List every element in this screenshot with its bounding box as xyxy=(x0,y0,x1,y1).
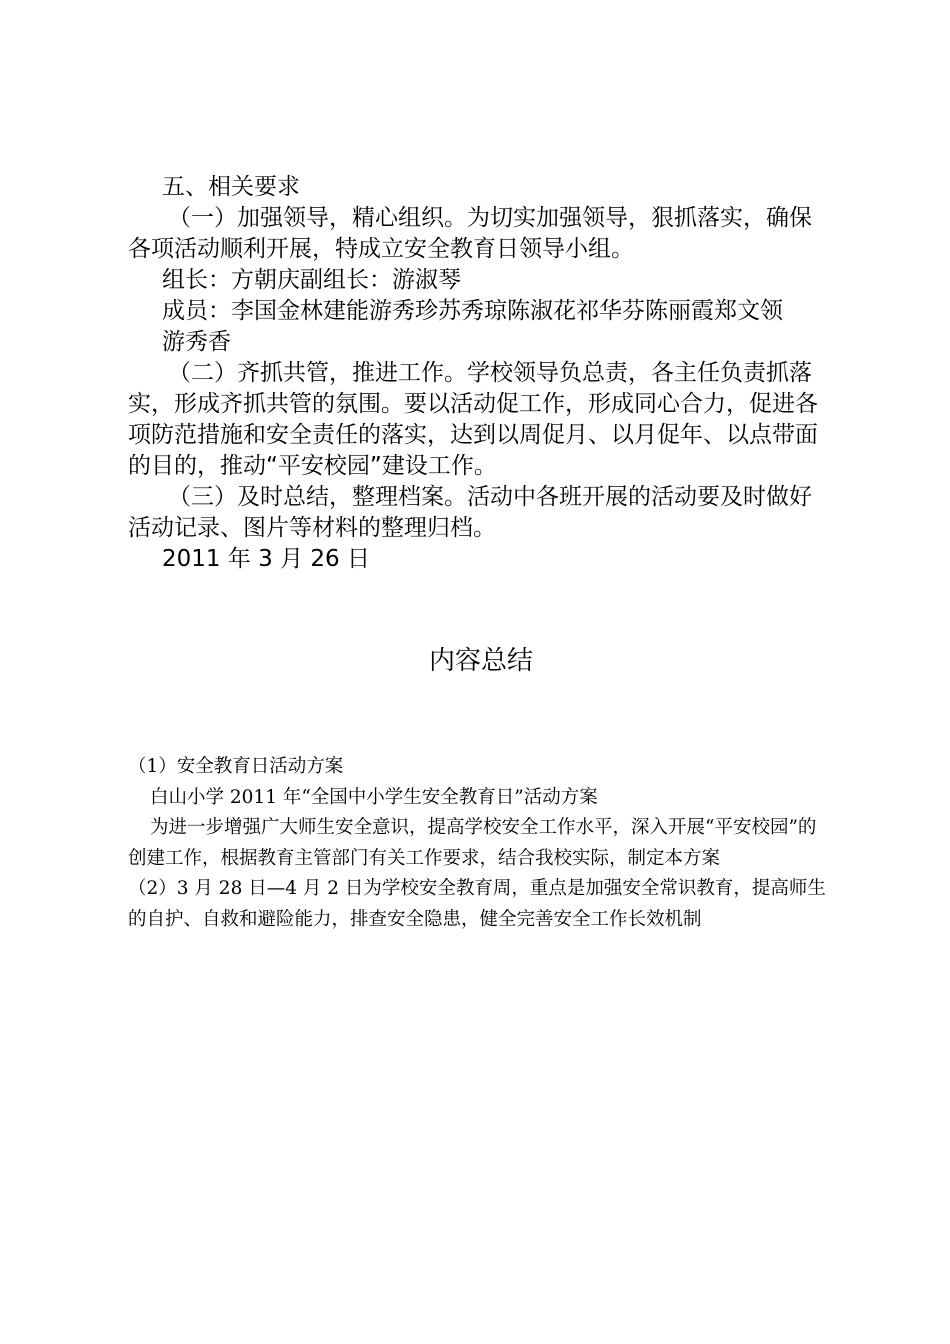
summary-paragraph-4: （2）3 月 28 日—4 月 2 日为学校安全教育周，重点是加强安全常识教育，提高师生的自护、自救和避险能力，排查安全隐患，健全完善安全工作长效机制 xyxy=(128,878,826,930)
requirements-section xyxy=(128,172,828,575)
summary-paragraph-3: 为进一步增强广大师生安全意识，提高学校安全工作水平，深入开展“平安校园”的创建工作，根据教育主管部门有关工作要求，结合我校实际，制定本方案 xyxy=(128,817,817,869)
summary-section xyxy=(128,752,828,935)
leaders-line: 组长：方朝庆副组长：游淑琴 xyxy=(162,267,461,293)
requirement-item-2: （二）齐抓共管，推进工作。学校领导负总责，各主任负责抓落实，形成齐抓共管的氛围。要以活动促工作，形成同心合力，促进各项防范措施和安全责任的落实，达到以周促月、以月促年、以点带面的目的，推动“平安校园”建设工作。 xyxy=(128,360,818,479)
summary-title: 内容总结 xyxy=(428,646,533,676)
document-date: 2011 年 3 月 26 日 xyxy=(162,546,370,572)
requirement-item-3: （三）及时总结，整理档案。活动中各班开展的活动要及时做好活动记录、图片等材料的整理归档。 xyxy=(128,484,812,541)
requirement-item-1: （一）加强领导，精心组织。为切实加强领导，狠抓落实，确保各项活动顺利开展，特成立安全教育日领导小组。 xyxy=(128,205,812,262)
summary-paragraph-2: 白山小学 2011 年“全国中小学生安全教育日”活动方案 xyxy=(150,786,598,808)
members-continuation: 游秀香 xyxy=(162,329,231,355)
summary-paragraph-1: （1）安全教育日活动方案 xyxy=(128,756,344,777)
section-heading: 五、相关要求 xyxy=(162,174,300,200)
members-line: 成员：李国金林建能游秀珍苏秀琼陈淑花祁华芬陈丽霞郑文领 xyxy=(162,298,783,324)
